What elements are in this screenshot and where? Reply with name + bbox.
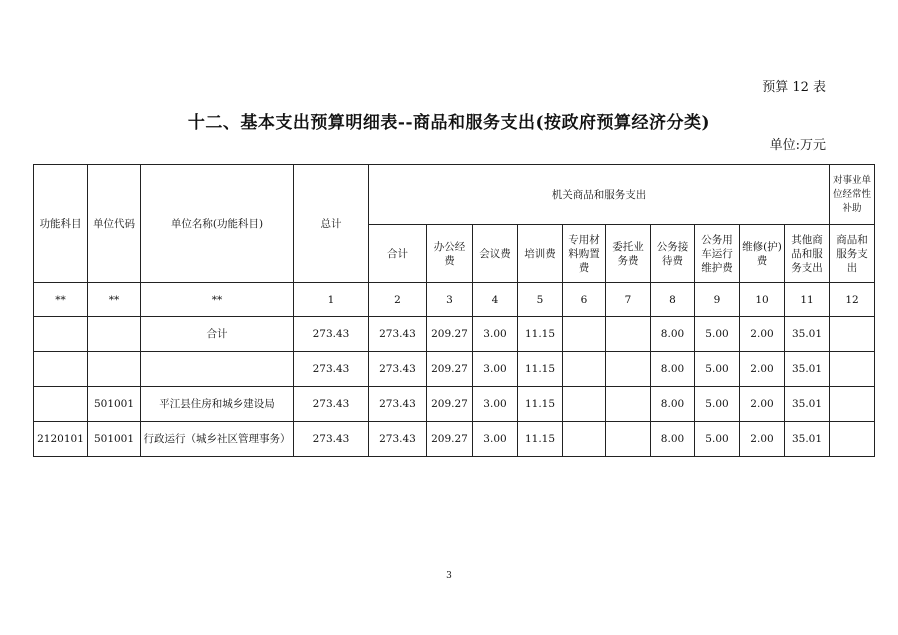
cell-amount <box>830 352 875 387</box>
cell-amount: 209.27 <box>427 387 473 422</box>
cell-amount: 3.00 <box>473 422 518 457</box>
cell-amount: 209.27 <box>427 352 473 387</box>
index-cell: 2 <box>369 283 427 317</box>
cell-amount: 5.00 <box>695 422 740 457</box>
sub-header: 公务接待费 <box>651 225 695 283</box>
cell-amount: 11.15 <box>518 387 563 422</box>
index-cell: 7 <box>606 283 651 317</box>
col-header-subsidy: 对事业单位经常性补助 <box>830 165 875 225</box>
cell-unit-code <box>88 352 141 387</box>
cell-amount: 35.01 <box>785 422 830 457</box>
cell-amount: 273.43 <box>294 422 369 457</box>
form-reference: 预算 12 表 <box>762 80 826 95</box>
sub-header: 公务用车运行维护费 <box>695 225 740 283</box>
cell-amount: 273.43 <box>294 352 369 387</box>
cell-func-subject: 2120101 <box>34 422 88 457</box>
sub-header: 维修(护)费 <box>740 225 785 283</box>
cell-amount: 11.15 <box>518 352 563 387</box>
index-cell: 1 <box>294 283 369 317</box>
cell-amount: 273.43 <box>369 422 427 457</box>
col-header-func-subject: 功能科目 <box>34 165 88 283</box>
index-cell: ** <box>34 283 88 317</box>
sub-header: 会议费 <box>473 225 518 283</box>
index-cell: ** <box>141 283 294 317</box>
cell-func-subject <box>34 317 88 352</box>
cell-unit-name <box>141 352 294 387</box>
sub-header: 委托业务费 <box>606 225 651 283</box>
cell-amount <box>606 422 651 457</box>
index-cell: 11 <box>785 283 830 317</box>
cell-amount: 5.00 <box>695 317 740 352</box>
unit-label: 单位:万元 <box>769 138 826 153</box>
cell-unit-code: 501001 <box>88 422 141 457</box>
table-row <box>34 387 875 422</box>
index-cell: 10 <box>740 283 785 317</box>
cell-amount <box>606 352 651 387</box>
cell-unit-code <box>88 317 141 352</box>
cell-amount: 273.43 <box>369 387 427 422</box>
index-cell: 8 <box>651 283 695 317</box>
budget-table <box>33 164 875 457</box>
page-number: 3 <box>446 571 452 581</box>
sub-header: 其他商品和服务支出 <box>785 225 830 283</box>
cell-amount <box>830 387 875 422</box>
col-header-unit-name: 单位名称(功能科目) <box>141 165 294 283</box>
cell-amount: 35.01 <box>785 352 830 387</box>
index-cell: 5 <box>518 283 563 317</box>
cell-amount: 2.00 <box>740 387 785 422</box>
cell-amount: 8.00 <box>651 387 695 422</box>
index-cell: 3 <box>427 283 473 317</box>
cell-amount: 273.43 <box>369 317 427 352</box>
cell-amount: 2.00 <box>740 422 785 457</box>
cell-amount <box>830 422 875 457</box>
cell-amount: 35.01 <box>785 387 830 422</box>
cell-amount: 273.43 <box>294 317 369 352</box>
cell-amount: 2.00 <box>740 317 785 352</box>
sub-header: 培训费 <box>518 225 563 283</box>
table-row <box>34 317 875 352</box>
sub-header: 办公经费 <box>427 225 473 283</box>
cell-amount: 273.43 <box>369 352 427 387</box>
sub-header: 专用材料购置费 <box>563 225 606 283</box>
cell-amount: 5.00 <box>695 352 740 387</box>
index-cell: 9 <box>695 283 740 317</box>
cell-amount: 11.15 <box>518 422 563 457</box>
group-header-office-goods-services: 机关商品和服务支出 <box>369 165 830 225</box>
table-row <box>34 352 875 387</box>
cell-unit-name: 合计 <box>141 317 294 352</box>
cell-amount <box>563 422 606 457</box>
cell-amount: 2.00 <box>740 352 785 387</box>
index-cell: 12 <box>830 283 875 317</box>
cell-amount: 209.27 <box>427 422 473 457</box>
cell-unit-name: 行政运行（城乡社区管理事务） <box>141 422 294 457</box>
col-header-total: 总计 <box>294 165 369 283</box>
cell-amount: 3.00 <box>473 317 518 352</box>
cell-func-subject <box>34 387 88 422</box>
index-cell: 6 <box>563 283 606 317</box>
cell-amount <box>563 387 606 422</box>
sub-header: 商品和服务支出 <box>830 225 875 283</box>
index-cell: ** <box>88 283 141 317</box>
cell-amount <box>563 317 606 352</box>
cell-amount: 8.00 <box>651 317 695 352</box>
table-row <box>34 422 875 457</box>
cell-amount <box>606 317 651 352</box>
cell-amount <box>606 387 651 422</box>
cell-amount <box>830 317 875 352</box>
cell-amount <box>563 352 606 387</box>
cell-amount: 209.27 <box>427 317 473 352</box>
cell-amount: 273.43 <box>294 387 369 422</box>
cell-amount: 3.00 <box>473 387 518 422</box>
cell-amount: 11.15 <box>518 317 563 352</box>
cell-amount: 5.00 <box>695 387 740 422</box>
sub-header: 合计 <box>369 225 427 283</box>
index-cell: 4 <box>473 283 518 317</box>
document-title: 十二、基本支出预算明细表--商品和服务支出(按政府预算经济分类) <box>187 113 711 133</box>
col-header-unit-code: 单位代码 <box>88 165 141 283</box>
column-index-row <box>34 283 875 317</box>
cell-amount: 35.01 <box>785 317 830 352</box>
cell-amount: 8.00 <box>651 422 695 457</box>
header-row-top <box>34 165 875 225</box>
cell-amount: 8.00 <box>651 352 695 387</box>
cell-unit-name: 平江县住房和城乡建设局 <box>141 387 294 422</box>
cell-func-subject <box>34 352 88 387</box>
cell-unit-code: 501001 <box>88 387 141 422</box>
cell-amount: 3.00 <box>473 352 518 387</box>
